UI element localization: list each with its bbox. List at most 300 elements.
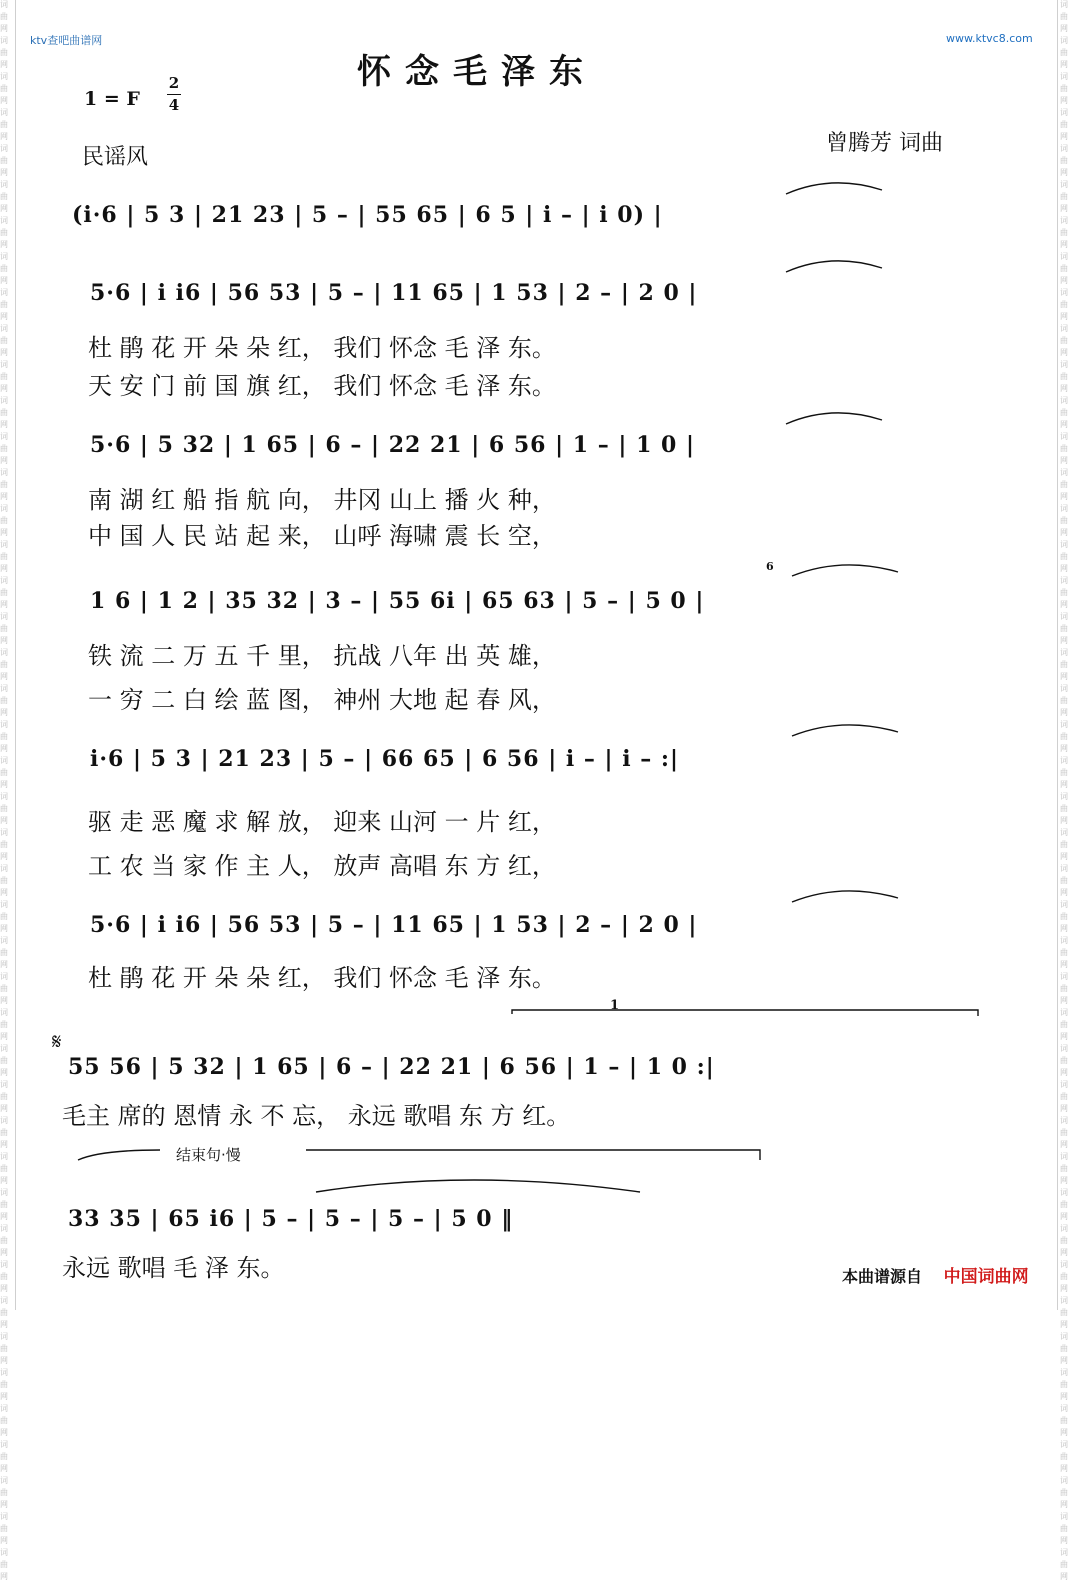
watermark-char: 曲 — [1060, 1380, 1068, 1389]
watermark-char: 网 — [1060, 708, 1068, 717]
watermark-char: 网 — [0, 816, 8, 825]
time-signature-top: 2 — [168, 74, 180, 92]
watermark-char: 词 — [0, 1116, 8, 1125]
ending-line-left — [78, 1150, 160, 1160]
system-5-lyric-1: 杜 鹃 花 开 朵 朵 红， 我们 怀念 毛 泽 东。 — [88, 964, 556, 992]
watermark-char: 网 — [0, 312, 8, 321]
system-2-notes: 5·6 | 5 32 | 1 65 | 6 – | 22 21 | 6 56 | 1 – | 1 0 | — [90, 432, 696, 458]
watermark-char: 网 — [1060, 24, 1068, 33]
watermark-char: 网 — [0, 240, 8, 249]
watermark-char: 曲 — [1060, 660, 1068, 669]
watermark-char: 网 — [1060, 1248, 1068, 1257]
watermark-char: 网 — [1060, 1140, 1068, 1149]
header-left-site[interactable]: ktv查吧曲谱网 — [30, 34, 103, 47]
watermark-char: 网 — [0, 132, 8, 141]
watermark-char: 网 — [0, 1104, 8, 1113]
watermark-char: 网 — [1060, 1464, 1068, 1473]
watermark-char: 词 — [0, 864, 8, 873]
watermark-char: 网 — [1060, 816, 1068, 825]
watermark-char: 词 — [1060, 1044, 1068, 1053]
watermark-char: 网 — [1060, 996, 1068, 1005]
watermark-char: 词 — [1060, 36, 1068, 45]
watermark-char: 曲 — [0, 408, 8, 417]
watermark-char: 曲 — [1060, 84, 1068, 93]
watermark-char: 词 — [1060, 0, 1068, 9]
page-title: 怀念毛泽东 — [357, 52, 597, 92]
watermark-char: 词 — [1060, 648, 1068, 657]
watermark-char: 网 — [0, 96, 8, 105]
watermark-char: 网 — [0, 1356, 8, 1365]
watermark-char: 词 — [1060, 396, 1068, 405]
watermark-char: 曲 — [0, 1164, 8, 1173]
watermark-char: 曲 — [1060, 768, 1068, 777]
system-3-lyric-1: 铁 流 二 万 五 千 里， 抗战 八年 出 英 雄， — [88, 642, 556, 670]
footer-site-link[interactable]: 中国词曲网 — [943, 1267, 1029, 1287]
watermark-char: 词 — [0, 1548, 8, 1557]
watermark-char: 词 — [1060, 504, 1068, 513]
system-4-lyric-2: 工 农 当 家 作 主 人， 放声 高唱 东 方 红， — [88, 852, 556, 880]
watermark-char: 词 — [1060, 1512, 1068, 1521]
watermark-char: 曲 — [1060, 264, 1068, 273]
watermark-char: 网 — [1060, 1068, 1068, 1077]
watermark-char: 词 — [1060, 1476, 1068, 1485]
watermark-char: 词 — [0, 324, 8, 333]
watermark-char: 词 — [0, 1188, 8, 1197]
style-label: 民谣风 — [82, 145, 149, 170]
watermark-char: 词 — [1060, 1008, 1068, 1017]
watermark-char: 曲 — [1060, 372, 1068, 381]
watermark-char: 曲 — [1060, 192, 1068, 201]
watermark-char: 网 — [1060, 384, 1068, 393]
system-1-lyric-2: 天 安 门 前 国 旗 红， 我们 怀念 毛 泽 东。 — [88, 372, 556, 400]
watermark-char: 词 — [0, 1224, 8, 1233]
watermark-char: 词 — [0, 396, 8, 405]
watermark-char: 曲 — [1060, 12, 1068, 21]
watermark-char: 网 — [0, 1212, 8, 1221]
watermark-char: 网 — [1060, 1212, 1068, 1221]
watermark-char: 网 — [1060, 420, 1068, 429]
watermark-char: 网 — [1060, 1428, 1068, 1437]
segno-sign: 𝄋 — [52, 1030, 62, 1055]
watermark-char: 曲 — [1060, 1272, 1068, 1281]
watermark-char: 词 — [1060, 108, 1068, 117]
watermark-char: 网 — [0, 1572, 8, 1581]
watermark-char: 网 — [1060, 96, 1068, 105]
watermark-char: 曲 — [1060, 1416, 1068, 1425]
watermark-char: 曲 — [1060, 1020, 1068, 1029]
watermark-char: 曲 — [1060, 804, 1068, 813]
watermark-char: 曲 — [1060, 624, 1068, 633]
volta-bracket — [512, 1010, 978, 1016]
watermark-char: 词 — [1060, 144, 1068, 153]
watermark-char: 词 — [0, 36, 8, 45]
watermark-char: 网 — [1060, 204, 1068, 213]
watermark-char: 词 — [0, 576, 8, 585]
watermark-char: 曲 — [1060, 336, 1068, 345]
watermark-char: 曲 — [1060, 552, 1068, 561]
watermark-char: 词 — [0, 828, 8, 837]
watermark-char: 网 — [1060, 1176, 1068, 1185]
watermark-char: 网 — [0, 1140, 8, 1149]
watermark-char: 曲 — [1060, 480, 1068, 489]
time-signature-bottom: 4 — [168, 96, 180, 114]
watermark-char: 词 — [0, 1332, 8, 1341]
watermark-char: 词 — [0, 1152, 8, 1161]
watermark-char: 词 — [1060, 1548, 1068, 1557]
watermark-char: 词 — [1060, 756, 1068, 765]
system-2-lyric-2: 中 国 人 民 站 起 来， 山呼 海啸 震 长 空， — [88, 522, 556, 550]
slur-system-3 — [792, 565, 898, 576]
watermark-char: 曲 — [0, 84, 8, 93]
system-6-notes: 55 56 | 5 32 | 1 65 | 6 – | 22 21 | 6 56 | 1 – | 1 0 :| — [68, 1054, 715, 1080]
author-label: 曾腾芳 词曲 — [826, 131, 943, 156]
watermark-char: 曲 — [0, 372, 8, 381]
watermark-char: 网 — [0, 1284, 8, 1293]
watermark-char: 网 — [1060, 1356, 1068, 1365]
watermark-char: 词 — [1060, 360, 1068, 369]
watermark-char: 词 — [1060, 1188, 1068, 1197]
footer-source-text: 本曲谱源自 — [842, 1267, 923, 1286]
watermark-char: 网 — [0, 600, 8, 609]
system-5-notes: 5·6 | i i6 | 56 53 | 5 – | 11 65 | 1 53 | 2 – | 2 0 | — [90, 912, 698, 938]
watermark-char: 词 — [0, 1404, 8, 1413]
watermark-char: 词 — [0, 612, 8, 621]
watermark-char: 网 — [1060, 240, 1068, 249]
watermark-char: 曲 — [0, 480, 8, 489]
watermark-char: 曲 — [0, 1128, 8, 1137]
watermark-char: 曲 — [0, 12, 8, 21]
watermark-char: 网 — [1060, 132, 1068, 141]
watermark-char: 曲 — [0, 1452, 8, 1461]
watermark-char: 词 — [1060, 972, 1068, 981]
watermark-char: 曲 — [0, 552, 8, 561]
system-4-lyric-1: 驱 走 恶 魔 求 解 放， 迎来 山河 一 片 红， — [88, 808, 556, 836]
watermark-char: 曲 — [1060, 1308, 1068, 1317]
watermark-char: 曲 — [0, 300, 8, 309]
watermark-char: 词 — [0, 360, 8, 369]
watermark-char: 曲 — [1060, 840, 1068, 849]
watermark-char: 网 — [0, 168, 8, 177]
slur-system-5 — [792, 891, 898, 902]
watermark-char: 词 — [0, 972, 8, 981]
watermark-char: 词 — [0, 1296, 8, 1305]
watermark-char: 词 — [0, 1080, 8, 1089]
header-right-url[interactable]: www.ktvc8.com — [946, 32, 1033, 45]
watermark-char: 网 — [0, 1464, 8, 1473]
volta-number: 1 — [610, 998, 620, 1013]
watermark-char: 曲 — [1060, 912, 1068, 921]
watermark-char: 词 — [1060, 1296, 1068, 1305]
watermark-char: 曲 — [1060, 1128, 1068, 1137]
watermark-char: 词 — [0, 468, 8, 477]
watermark-char: 曲 — [1060, 1236, 1068, 1245]
watermark-char: 曲 — [1060, 1200, 1068, 1209]
watermark-char: 网 — [1060, 1572, 1068, 1581]
watermark-char: 词 — [0, 900, 8, 909]
watermark-char: 网 — [0, 420, 8, 429]
watermark-char: 网 — [0, 996, 8, 1005]
watermark-char: 词 — [0, 180, 8, 189]
slur-system-7 — [316, 1180, 640, 1192]
watermark-char: 曲 — [0, 192, 8, 201]
watermark-char: 词 — [0, 144, 8, 153]
watermark-char: 曲 — [0, 660, 8, 669]
watermark-char: 曲 — [0, 1308, 8, 1317]
watermark-char: 网 — [0, 348, 8, 357]
watermark-char: 曲 — [1060, 1092, 1068, 1101]
watermark-char: 网 — [0, 1032, 8, 1041]
watermark-char: 曲 — [0, 1416, 8, 1425]
slur-system-2 — [786, 413, 882, 424]
watermark-char: 网 — [1060, 1500, 1068, 1509]
slur-system-1 — [786, 261, 882, 272]
watermark-char: 网 — [0, 1536, 8, 1545]
watermark-char: 网 — [0, 492, 8, 501]
watermark-char: 网 — [0, 672, 8, 681]
watermark-char: 网 — [1060, 924, 1068, 933]
watermark-char: 词 — [1060, 684, 1068, 693]
watermark-char: 曲 — [1060, 444, 1068, 453]
watermark-char: 词 — [1060, 720, 1068, 729]
watermark-char: 词 — [0, 936, 8, 945]
watermark-char: 网 — [0, 888, 8, 897]
watermark-char: 网 — [1060, 564, 1068, 573]
watermark-char: 曲 — [0, 876, 8, 885]
watermark-char: 词 — [0, 1044, 8, 1053]
watermark-char: 网 — [0, 456, 8, 465]
watermark-char: 网 — [1060, 492, 1068, 501]
watermark-char: 词 — [0, 1368, 8, 1377]
key-signature: 1 = F — [84, 88, 140, 110]
watermark-char: 网 — [1060, 312, 1068, 321]
watermark-char: 网 — [1060, 1392, 1068, 1401]
watermark-char: 网 — [0, 564, 8, 573]
system-3-notes: 1 6 | 1 2 | 35 32 | 3 – | 55 6i | 65 63 | 5 – | 5 0 | — [90, 588, 705, 614]
system-4-notes: i·6 | 5 3 | 21 23 | 5 – | 66 65 | 6 56 | i – | i – :| — [90, 746, 679, 772]
watermark-char: 曲 — [0, 48, 8, 57]
watermark-char: 曲 — [0, 984, 8, 993]
watermark-char: 词 — [1060, 324, 1068, 333]
system-3-lyric-2: 一 穷 二 白 绘 蓝 图， 神州 大地 起 春 风， — [88, 686, 556, 714]
watermark-char: 曲 — [0, 1200, 8, 1209]
watermark-char: 曲 — [1060, 1452, 1068, 1461]
watermark-char: 网 — [1060, 276, 1068, 285]
watermark-char: 网 — [1060, 1284, 1068, 1293]
watermark-char: 曲 — [1060, 1344, 1068, 1353]
slur-system-4 — [792, 725, 898, 736]
watermark-char: 曲 — [0, 1488, 8, 1497]
watermark-char: 网 — [0, 1392, 8, 1401]
watermark-char: 曲 — [1060, 120, 1068, 129]
watermark-char: 词 — [1060, 1260, 1068, 1269]
watermark-char: 曲 — [0, 444, 8, 453]
watermark-char: 词 — [0, 756, 8, 765]
watermark-char: 网 — [0, 1500, 8, 1509]
watermark-char: 曲 — [1060, 984, 1068, 993]
watermark-char: 词 — [0, 0, 8, 9]
watermark-char: 曲 — [0, 228, 8, 237]
watermark-char: 词 — [1060, 1368, 1068, 1377]
watermark-char: 网 — [0, 1068, 8, 1077]
system-1-lyric-1: 杜 鹃 花 开 朵 朵 红， 我们 怀念 毛 泽 东。 — [88, 334, 556, 362]
watermark-char: 网 — [1060, 528, 1068, 537]
watermark-char: 网 — [0, 924, 8, 933]
watermark-char: 曲 — [1060, 732, 1068, 741]
watermark-char: 曲 — [1060, 1164, 1068, 1173]
watermark-char: 词 — [0, 684, 8, 693]
watermark-char: 词 — [1060, 828, 1068, 837]
watermark-char: 曲 — [0, 1524, 8, 1533]
watermark-char: 曲 — [1060, 948, 1068, 957]
watermark-char: 曲 — [1060, 696, 1068, 705]
watermark-char: 词 — [1060, 252, 1068, 261]
watermark-char: 网 — [1060, 636, 1068, 645]
watermark-char: 曲 — [1060, 588, 1068, 597]
watermark-char: 曲 — [0, 1380, 8, 1389]
watermark-char: 词 — [1060, 1224, 1068, 1233]
watermark-char: 词 — [0, 108, 8, 117]
watermark-char: 曲 — [0, 120, 8, 129]
watermark-char: 网 — [1060, 960, 1068, 969]
watermark-char: 曲 — [0, 840, 8, 849]
system-7-lyric-1: 永远 歌唱 毛 泽 东。 — [62, 1254, 285, 1282]
watermark-char: 词 — [0, 648, 8, 657]
watermark-char: 网 — [0, 852, 8, 861]
watermark-char: 网 — [0, 708, 8, 717]
system-6-lyric-1: 毛主 席的 恩情 永 不 忘， 永远 歌唱 东 方 红。 — [62, 1102, 571, 1130]
watermark-char: 词 — [1060, 72, 1068, 81]
watermark-char: 词 — [1060, 1116, 1068, 1125]
watermark-char: 曲 — [1060, 228, 1068, 237]
watermark-char: 曲 — [0, 1020, 8, 1029]
watermark-char: 曲 — [1060, 1560, 1068, 1569]
watermark-char: 曲 — [0, 1560, 8, 1569]
watermark-char: 网 — [0, 60, 8, 69]
watermark-char: 曲 — [0, 696, 8, 705]
watermark-char: 曲 — [1060, 1488, 1068, 1497]
watermark-char: 词 — [1060, 468, 1068, 477]
watermark-char: 词 — [1060, 432, 1068, 441]
watermark-char: 词 — [1060, 1080, 1068, 1089]
watermark-char: 网 — [0, 744, 8, 753]
watermark-char: 词 — [1060, 864, 1068, 873]
watermark-char: 曲 — [0, 516, 8, 525]
watermark-char: 词 — [0, 216, 8, 225]
watermark-char: 网 — [1060, 1536, 1068, 1545]
watermark-char: 网 — [1060, 456, 1068, 465]
grace-note-mark: 6 — [766, 560, 774, 573]
watermark-char: 网 — [0, 1248, 8, 1257]
watermark-char: 网 — [1060, 60, 1068, 69]
watermark-char: 词 — [1060, 288, 1068, 297]
watermark-char: 词 — [1060, 1332, 1068, 1341]
watermark-char: 词 — [1060, 1440, 1068, 1449]
watermark-char: 词 — [0, 540, 8, 549]
watermark-char: 网 — [1060, 888, 1068, 897]
watermark-char: 词 — [0, 1512, 8, 1521]
watermark-char: 词 — [1060, 792, 1068, 801]
watermark-char: 词 — [0, 1440, 8, 1449]
watermark-char: 词 — [1060, 1404, 1068, 1413]
watermark-char: 曲 — [0, 264, 8, 273]
watermark-char: 曲 — [1060, 1524, 1068, 1533]
watermark-char: 网 — [1060, 852, 1068, 861]
watermark-char: 网 — [1060, 672, 1068, 681]
watermark-char: 词 — [1060, 540, 1068, 549]
watermark-char: 词 — [1060, 612, 1068, 621]
watermark-char: 词 — [0, 720, 8, 729]
watermark-char: 词 — [0, 1476, 8, 1485]
system-7-notes: 33 35 | 65 i6 | 5 – | 5 – | 5 – | 5 0 ‖ — [68, 1206, 514, 1232]
watermark-char: 曲 — [0, 912, 8, 921]
watermark-char: 词 — [0, 72, 8, 81]
watermark-char: 曲 — [1060, 876, 1068, 885]
watermark-char: 词 — [0, 1260, 8, 1269]
ending-label: 结束句·慢 — [176, 1146, 241, 1164]
watermark-char: 网 — [0, 528, 8, 537]
system-1-notes: 5·6 | i i6 | 56 53 | 5 – | 11 65 | 1 53 | 2 – | 2 0 | — [90, 280, 698, 306]
watermark-char: 曲 — [0, 624, 8, 633]
watermark-char: 词 — [0, 1008, 8, 1017]
watermark-char: 网 — [0, 960, 8, 969]
watermark-char: 曲 — [0, 1344, 8, 1353]
watermark-char: 曲 — [0, 1056, 8, 1065]
watermark-char: 词 — [0, 792, 8, 801]
watermark-char: 网 — [0, 384, 8, 393]
watermark-char: 词 — [1060, 180, 1068, 189]
watermark-char: 词 — [1060, 576, 1068, 585]
watermark-char: 网 — [1060, 1320, 1068, 1329]
watermark-char: 网 — [0, 1176, 8, 1185]
watermark-char: 网 — [1060, 1104, 1068, 1113]
ending-line-right — [306, 1150, 760, 1160]
watermark-char: 曲 — [1060, 156, 1068, 165]
watermark-char: 词 — [1060, 900, 1068, 909]
watermark-char: 曲 — [0, 732, 8, 741]
watermark-char: 网 — [1060, 744, 1068, 753]
watermark-char: 词 — [0, 252, 8, 261]
watermark-char: 曲 — [0, 948, 8, 957]
watermark-char: 曲 — [1060, 408, 1068, 417]
watermark-char: 曲 — [0, 1272, 8, 1281]
watermark-char: 曲 — [1060, 48, 1068, 57]
watermark-char: 曲 — [0, 156, 8, 165]
watermark-char: 曲 — [0, 336, 8, 345]
watermark-char: 网 — [0, 276, 8, 285]
watermark-char: 网 — [0, 1428, 8, 1437]
watermark-char: 网 — [1060, 168, 1068, 177]
watermark-char: 网 — [1060, 348, 1068, 357]
system-0-notes: (i·6 | 5 3 | 21 23 | 5 – | 55 65 | 6 5 | i – | i 0) | — [72, 202, 663, 228]
watermark-char: 网 — [0, 204, 8, 213]
slur-system-0 — [786, 183, 882, 194]
watermark-char: 网 — [1060, 1032, 1068, 1041]
watermark-char: 词 — [1060, 1152, 1068, 1161]
watermark-char: 网 — [0, 1320, 8, 1329]
watermark-char: 词 — [0, 504, 8, 513]
watermark-char: 曲 — [1060, 300, 1068, 309]
watermark-char: 网 — [0, 636, 8, 645]
watermark-char: 网 — [0, 780, 8, 789]
watermark-char: 词 — [0, 432, 8, 441]
watermark-char: 曲 — [0, 768, 8, 777]
watermark-char: 网 — [1060, 780, 1068, 789]
system-2-lyric-1: 南 湖 红 船 指 航 向， 井冈 山上 播 火 种， — [88, 486, 556, 514]
watermark-char: 曲 — [1060, 516, 1068, 525]
watermark-char: 曲 — [0, 588, 8, 597]
watermark-char: 网 — [0, 24, 8, 33]
watermark-char: 词 — [1060, 216, 1068, 225]
